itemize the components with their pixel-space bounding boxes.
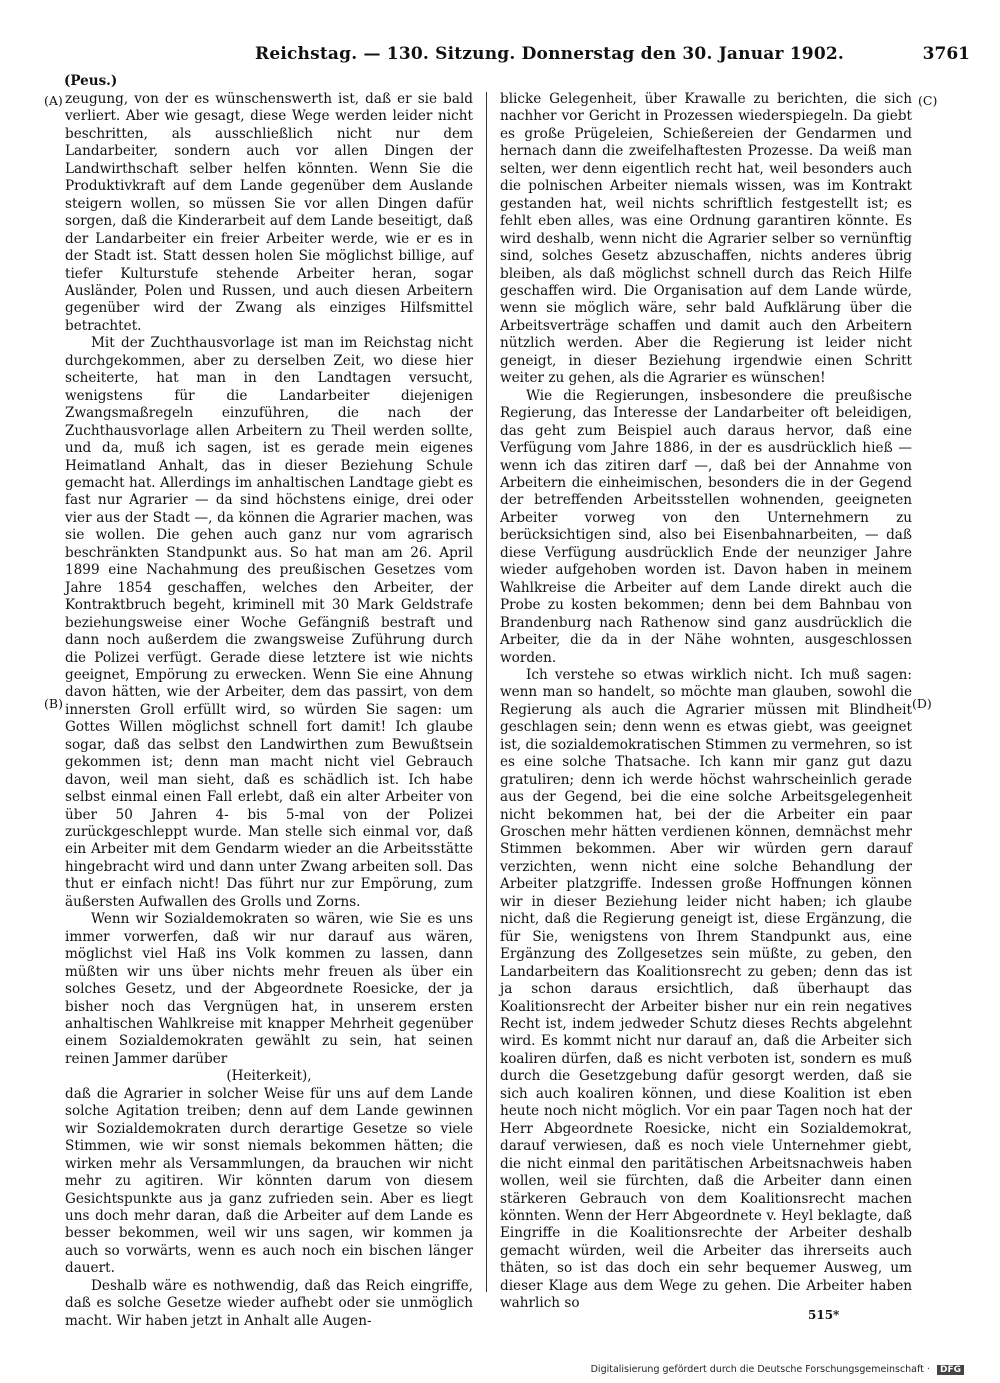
margin-mark-d: (D) [912, 696, 932, 711]
paragraph: Deshalb wäre es nothwendig, daß das Reich eingriffe, daß es solche Gesetze wieder aufhebt oder sie unmöglich macht. Wir haben jetzt in Anhalt alle Augen- [65, 1277, 473, 1329]
paragraph: Wenn wir Sozialdemokraten so wären, wie Sie es uns immer vorwerfen, daß wir nur darauf aus wären, möglichst viel Haß ins Volk kommen zu lassen, dann müßten wir uns über nichts mehr freuen als über ein solches Gesetz, und der Abgeordnete Roesicke, der ja bisher noch das Vergnügen hat, in unserem ersten anhaltischen Wahlkreise mit knapper Mehrheit gegenüber einem Sozialdemokraten gewählt zu sein, hat seinen reinen Jammer darüber [65, 911, 473, 1067]
paragraph: Mit der Zuchthausvorlage ist man im Reichstag nicht durchgekommen, aber zu derselben Zeit, wo diese hier scheiterte, hat man in den Landtagen versucht, wenigstens für die Landarbeiter diejenigen Zwangsmaßregeln einzuführen, die nach der Zuchthausvorlage allen Arbeitern zu Theil werden sollte, und da, muß ich sagen, ist es gerade mein eigenes Heimatland Anhalt, das in dieser Beziehung Schule gemacht hat. Allerdings im anhaltischen Landtage giebt es fast nur Agrarier — da sind höchstens einige, drei oder vier aus der Stadt —, da können die Agrarier machen, was sie wollen. Die gehen auch ganz nur vom agrarisch beschränkten Standpunkt aus. So hat man am 26. April 1899 eine Nachahmung des preußischen Gesetzes vom Jahre 1854 geschaffen, welches den Arbeiter, der Kontraktbruch begeht, kriminell mit 30 Mark Geldstrafe beziehungsweise einer Woche Gefängniß bestraft und dann noch außerdem die zwangsweise Zuführung durch die Polizei verfügt. Gerade diese letztere ist wie nichts geeignet, Empörung zu erwecken. Wenn Sie eine Ahnung davon hätten, wie der Arbeiter, dem das passirt, von dem innersten Groll erfüllt wird, so würden Sie sagen: um Gottes Willen möglichst schnell fort damit! Ich glaube sogar, daß das selbst den Landwirthen zum Bewußtsein gekommen ist; denn man macht nicht viel Gebrauch davon, weil man sieht, daß es schädlich ist. Ich habe selbst einmal einen Fall erlebt, daß ein alter Arbeiter von über 50 Jahren 4- bis 5-mal von der Polizei zurückgeschleppt wurde. Man stelle sich einmal vor, daß ein Arbeiter mit dem Gendarm wieder an die Arbeitsstätte hingebracht wird und dann unter Zwang arbeiten soll. Das thut er einfach nicht! Das führt nur zur Empörung, zum äußersten Aufwallen des Grolls und Zorns. [65, 335, 473, 910]
left-column [65, 91, 473, 1329]
paragraph: Ich verstehe so etwas wirklich nicht. Ich muß sagen: wenn man so handelt, so möchte man glauben, sowohl die Regierung als auch die Agrarier müssen mit Blindheit geschlagen sein; denn wenn es etwas giebt, was geeignet ist, die sozialdemokratischen Stimmen zu vermehren, so ist es eine solche Thatsache. Ich kann mir ganz gut dazu gratuliren; denn ich werde höchst wahrscheinlich gerade aus der Gegend, bei die eine solche Arbeitsgelegenheit nicht bekommen hat, bei der die Arbeiter ein paar Groschen mehr hätten verdienen können, demnächst mehr Stimmen bekommen. Aber wir würden gern darauf verzichten, wenn nicht eine solche Behandlung der Arbeiter platzgriffe. Indessen große Hoffnungen können wir in dieser Beziehung leider nicht haben; ich glaube nicht, daß die Regierung geneigt ist, diese Ergänzung, die für Sie, wenigstens von Ihrem Standpunkt aus, eine Ergänzung des Zollgesetzes sein müßte, zu geben, den Landarbeitern das Koalitionsrecht zu geben; denn das ist ja schon daraus ersichtlich, daß überhaupt das Koalitionsrecht der Arbeiter bisher nur ein rein negatives Recht ist, indem jedweder Schutz dieses Rechts abgelehnt wird. Es kommt nicht nur darauf an, daß die Arbeiter sich koaliren dürfen, daß es nicht verboten ist, sondern es muß durch die Gesetzgebung dafür gesorgt werden, daß sie sich auch koaliren können, und diese Koalition ist eben heute noch nicht möglich. Vor ein paar Tagen noch hat der Herr Abgeordnete Roesicke, nicht ein Sozialdemokrat, darauf verwiesen, daß es noch viele Unternehmer giebt, die nicht einmal den paritätischen Arbeitsnachweis haben wollen, weil sie fürchten, daß die Arbeiter dann einen stärkeren Gebrauch von dem Koalitionsrecht machen könnten. Wenn der Herr Abgeordnete v. Heyl beklagte, daß Eingriffe in die Koalitionsrechte der Arbeiter deshalb gemacht würden, weil die Arbeiter das ihrerseits auch thäten, so ist das doch ein sehr bequemer Ausweg, um dieser Klage aus dem Wege zu gehen. Die Arbeiter haben wahrlich so [500, 666, 912, 1312]
margin-mark-c: (C) [918, 93, 938, 108]
dfg-logo-icon: DFG [937, 1365, 964, 1375]
interjection: (Heiterkeit), [226, 1068, 312, 1085]
paragraph: Wie die Regierungen, insbesondere die preußische Regierung, das Interesse der Landarbeiter oft beleidigen, das geht zum Beispiel auch daraus hervor, daß eine Verfügung vom Jahre 1886, in der es ausdrücklich hieß — wenn ich das zitiren darf —, daß bei der Annahme von Arbeitern die einheimischen, besonders die in der Gegend der betreffenden Arbeitsstellen wohnenden, geeigneten Arbeiter vorweg von den Unternehmern zu berücksichtigen sind, also bei Eisenbahnarbeiten, — daß diese Verfügung ausdrücklich Ende der neunziger Jahre wieder aufgehoben worden ist. Davon haben in meinem Wahlkreise die Arbeiter auf dem Lande direkt auch die Probe zu kosten bekommen; denn bei dem Bahnbau von Brandenburg nach Rathenow sind ganz ausdrücklich die Arbeiter, die da in der Nähe wohnten, ausgeschlossen worden. [500, 387, 912, 666]
paragraph: daß die Agrarier in solcher Weise für uns auf dem Lande solche Agitation treiben; denn auf dem Lande gewinnen wir Sozialdemokraten durch derartige Gesetze so viele Stimmen, wie wir sonst niemals bekommen hätten; die wirken mehr als Versammlungen, da brauchen wir nicht mehr zu agitiren. Wir könnten darum von diesem Gesichtspunkte aus ja ganz zufrieden sein. Aber es liegt uns doch mehr daran, daß die Arbeiter auf dem Lande es besser bekommen, weil wir uns sagen, wir kommen ja auch so vorwärts, wenn es auch noch ein bischen länger dauert. [65, 1085, 473, 1277]
right-column [500, 91, 912, 1312]
digitization-credit [591, 1364, 964, 1375]
page-number: 3761 [922, 44, 970, 64]
margin-mark-b: (B) [44, 696, 63, 711]
speaker-name: (Peus.) [64, 73, 118, 89]
paragraph: blicke Gelegenheit, über Krawalle zu berichten, die sich nachher vor Gericht in Prozessen wiederspiegeln. Da giebt es große Prügeleien, Schießereien der Gendarmen und hernach dann die zweifelhaftesten Prozesse. Da weiß man selten, wer denn eigentlich recht hat, weil besonders auch die polnischen Arbeiter niemals wissen, was im Kontrakt gestanden hat, weil nichts schriftlich festgestellt ist; es fehlt eben alles, was eine Ordnung garantiren könnte. Es wird deshalb, wenn nicht die Agrarier selber so vernünftig sind, solches Gesetz abzuschaffen, nichts anderes übrig bleiben, als daß möglichst schnell durch das Reich Hilfe geschaffen wird. Die Organisation auf dem Lande würde, wenn sie möglich wäre, sehr bald Aufklärung über die Arbeitsverträge schaffen und damit auch den Arbeitern nützlich werden. Aber die Regierung ist leider nicht geneigt, in dieser Beziehung irgendwie einen Schritt weiter zu gehen, als die Agrarier es wünschen! [500, 91, 912, 387]
column-divider [486, 92, 487, 1292]
credit-text: Digitalisierung gefördert durch die Deutsche Forschungsgemeinschaft · [590, 1364, 930, 1375]
sheet-signature: 515* [808, 1308, 840, 1322]
paragraph: zeugung, von der es wünschenswerth ist, daß er sie bald verliert. Aber wie gesagt, diese Wege werden leider nicht beschritten, als ausschließlich nicht nur dem Landarbeiter, sondern auch vor allen Dingen der Landwirthschaft selber helfen könnten. Wenn Sie die Produktivkraft auf dem Lande gegenüber dem Auslande steigern wollen, so müssen Sie vor allen Dingen dafür sorgen, daß die Kinderarbeit auf dem Lande beseitigt, daß der Landarbeiter ein freier Arbeiter werde, wie er es in der Stadt ist. Statt dessen holen Sie möglichst billige, auf tiefer Kulturstufe stehende Arbeiter heran, sogar Ausländer, Polen und Russen, und auch diesen Arbeitern gegenüber wird der Zwang als einziges Hilfsmittel betrachtet. [65, 91, 473, 334]
margin-mark-a: (A) [44, 93, 63, 108]
running-head: Reichstag. — 130. Sitzung. Donnerstag den 30. Januar 1902. [255, 44, 844, 64]
page-header [40, 44, 970, 70]
